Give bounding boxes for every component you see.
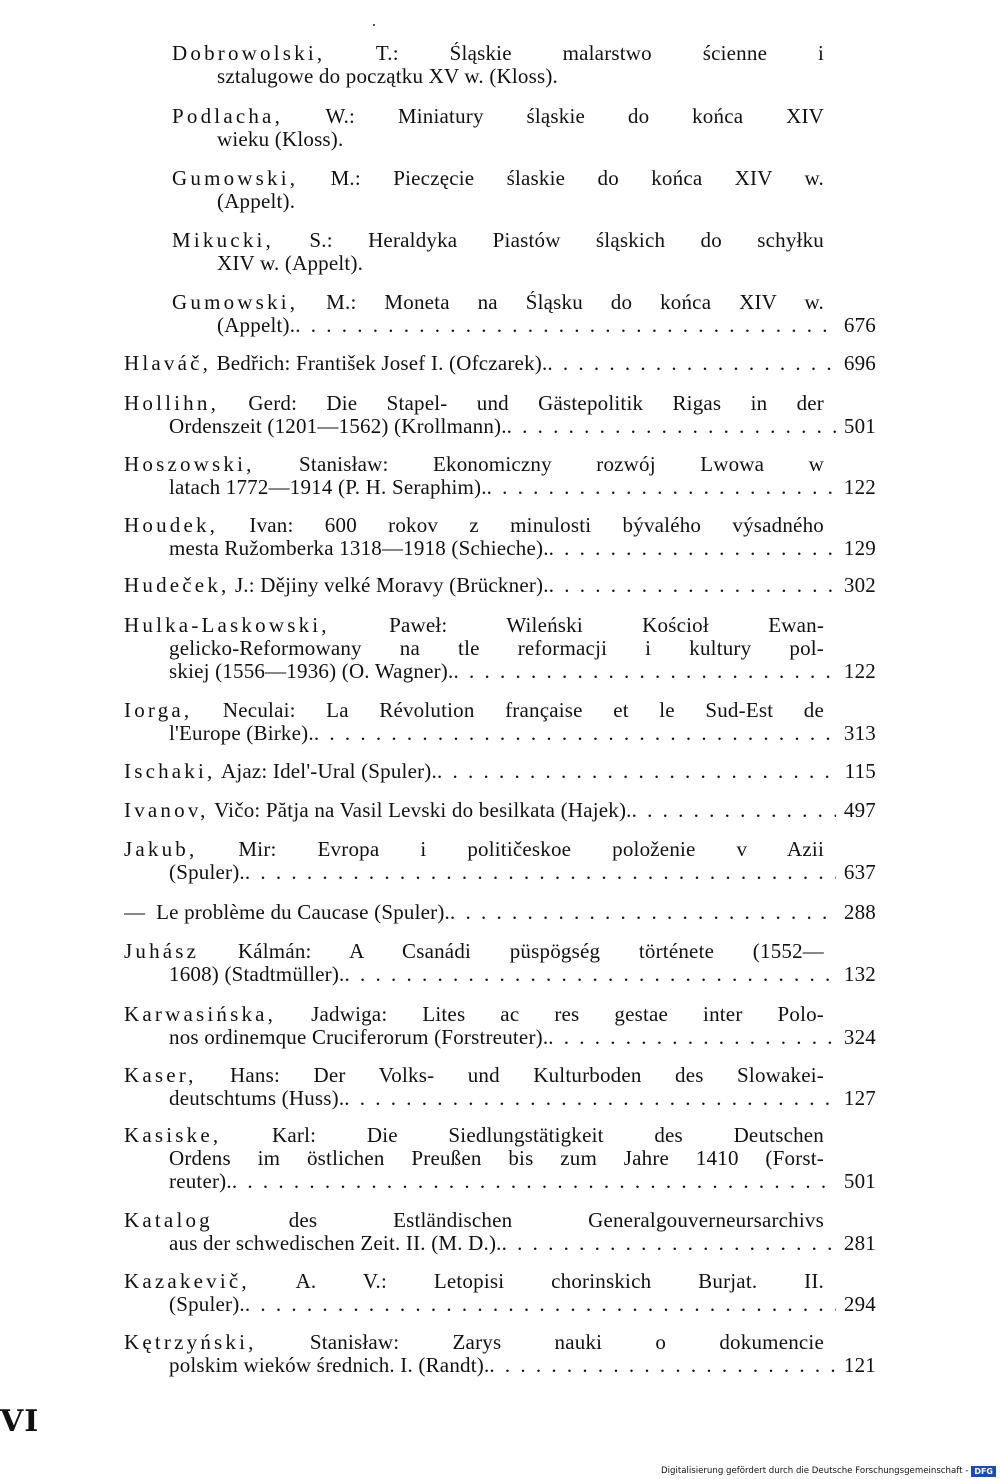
author-name: Hollihn, — [124, 392, 220, 415]
dot-leader — [502, 1232, 836, 1255]
dot-leader — [245, 1293, 836, 1316]
dot-leader — [245, 861, 836, 884]
entry-line — [124, 614, 824, 637]
dot-leader — [487, 476, 836, 499]
dot-leader — [314, 722, 836, 745]
entry-text: W.: Miniatury śląskie do końca XIV — [325, 105, 824, 128]
entry-text: Stanisław: Ekonomiczny rozwój Lwowa w — [299, 453, 824, 476]
page-ref: 294 — [843, 1293, 876, 1316]
entry-line — [124, 963, 876, 986]
entry-line — [124, 1270, 824, 1293]
page-ref: 129 — [843, 537, 876, 560]
page-ref: 696 — [843, 352, 876, 375]
page-numeral: VI — [0, 1404, 40, 1439]
entry-line — [124, 1293, 876, 1316]
index-entry — [124, 940, 876, 986]
entry-text: Karl: Die Siedlungstätigkeit des Deutschen — [272, 1124, 824, 1147]
entry-line — [172, 105, 824, 128]
dot-leader — [450, 901, 836, 924]
dot-leader — [507, 415, 836, 438]
author-name: Jakub, — [124, 838, 198, 861]
index-entry — [172, 105, 824, 151]
entry-line — [172, 229, 824, 252]
entry-text: aus der schwedischen Zeit. II. (M. D.). — [169, 1232, 502, 1255]
entry-line — [124, 660, 876, 683]
page-ref: 637 — [843, 861, 876, 884]
entry-line — [172, 252, 824, 275]
entry-line — [172, 42, 824, 65]
entry-line — [124, 537, 876, 560]
index-entry — [124, 838, 876, 884]
entry-line — [124, 1147, 824, 1170]
entry-text: sztalugowe do początku XV w. (Kloss). — [217, 65, 559, 88]
page-ref: 281 — [843, 1232, 876, 1255]
entry-text: wieku (Kloss). — [217, 128, 344, 151]
index-entry — [124, 352, 876, 375]
page-ref: 132 — [843, 963, 876, 986]
dot-leader — [549, 574, 836, 597]
entry-text: Jadwiga: Lites ac res gestae inter Polo- — [311, 1003, 824, 1026]
entry-line — [124, 699, 824, 722]
entry-line — [124, 1331, 824, 1354]
author-name: Gumowski, — [172, 291, 299, 314]
index-entry — [124, 760, 876, 783]
index-entry — [124, 453, 876, 499]
entry-line — [124, 1064, 824, 1087]
entry-text: Ordens im östlichen Preußen bis zum Jahre 1410 (Forst- — [169, 1147, 824, 1170]
author-name: Juhász — [124, 940, 200, 963]
entry-text: Gerd: Die Stapel- und Gästepolitik Rigas in der — [248, 392, 824, 415]
author-name: Podlacha, — [172, 105, 284, 128]
entry-text: A. V.: Letopisi chorinskich Burjat. II. — [295, 1270, 824, 1293]
entry-line — [124, 1354, 876, 1377]
dfg-logo: DFG — [971, 1466, 996, 1477]
author-name: Hudeček, — [124, 574, 230, 597]
page-ref: 501 — [843, 1170, 876, 1193]
index-entry — [124, 1209, 876, 1255]
author-name: Ischaki, — [124, 760, 216, 783]
dot-leader — [548, 1026, 836, 1049]
entry-text: polskim wieków średnich. I. (Randt). — [169, 1354, 490, 1377]
entry-line — [172, 167, 824, 190]
dot-leader — [344, 1087, 836, 1110]
index-entry — [124, 614, 876, 683]
entry-text: Paweł: Wileński Kościoł Ewan- — [389, 614, 824, 637]
entry-text: S.: Heraldyka Piastów śląskich do schyłku — [309, 229, 824, 252]
entry-text: (Spuler). — [169, 861, 245, 884]
entry-line — [124, 940, 824, 963]
dot-leader — [232, 1170, 836, 1193]
entry-text: reuter). — [169, 1170, 232, 1193]
entry-line — [124, 1124, 824, 1147]
author-name: Hoszowski, — [124, 453, 255, 476]
entry-text: skiej (1556—1936) (O. Wagner). — [169, 660, 454, 683]
entry-text: (Appelt). — [217, 314, 296, 337]
author-name: Karwasińska, — [124, 1003, 277, 1026]
entry-line — [124, 514, 824, 537]
author-name: Kasiske, — [124, 1124, 222, 1147]
entry-line — [124, 453, 824, 476]
entry-text: Mir: Evropa i političeskoe položenie v Azii — [238, 838, 824, 861]
dot-leader — [547, 352, 836, 375]
entry-line — [172, 65, 824, 88]
author-name: Hlaváč, — [124, 352, 212, 375]
entry-text: 1608) (Stadtmüller). — [169, 963, 345, 986]
entry-text: gelicko-Reformowany na tle reformacji i kultury pol- — [169, 637, 824, 660]
author-name: Kaser, — [124, 1064, 197, 1087]
author-name: Kazakevič, — [124, 1270, 250, 1293]
entry-line — [124, 352, 876, 375]
entry-line — [124, 1003, 824, 1026]
entry-text: M.: Moneta na Śląsku do końca XIV w. — [326, 291, 824, 314]
page-ref: 121 — [843, 1354, 876, 1377]
index-entry — [124, 514, 876, 560]
index-entry — [124, 1124, 876, 1193]
entry-text: deutschtums (Huss). — [169, 1087, 345, 1110]
index-entry — [124, 1003, 876, 1049]
entry-line — [124, 760, 876, 783]
entry-text: (Appelt). — [217, 190, 296, 213]
index-entry — [124, 1270, 876, 1316]
entry-text: M.: Pieczęcie ślaskie do końca XIV w. — [330, 167, 824, 190]
index-entry — [172, 42, 824, 88]
entry-line — [124, 1087, 876, 1110]
entry-text: Neculai: La Révolution française et le Sud-Est de — [222, 699, 824, 722]
entry-line — [124, 722, 876, 745]
entry-text: J.: Dějiny velké Moravy (Brückner). — [234, 574, 549, 597]
entry-line — [124, 637, 824, 660]
page-ref: 501 — [843, 415, 876, 438]
index-entry — [172, 229, 824, 275]
entry-text: Bedřich: František Josef I. (Ofczarek). — [216, 352, 548, 375]
index-entry — [124, 699, 876, 745]
entry-text: l'Europe (Birke). — [169, 722, 314, 745]
page-ref: 288 — [843, 901, 876, 924]
entry-text: Hans: Der Volks- und Kulturboden des Slowakei- — [230, 1064, 824, 1087]
index-entry — [124, 392, 876, 438]
entry-text: latach 1772—1914 (P. H. Seraphim). — [169, 476, 487, 499]
entry-text: Le problème du Caucase (Spuler). — [156, 901, 450, 924]
entry-line — [124, 861, 876, 884]
entry-text: Ajaz: Idel'-Ural (Spuler). — [220, 760, 437, 783]
entry-text: nos ordinemque Cruciferorum (Forstreuter). — [169, 1026, 549, 1049]
entry-line — [124, 1232, 876, 1255]
entry-line — [124, 1209, 824, 1232]
entry-text: Stanisław: Zarys nauki o dokumencie — [309, 1331, 824, 1354]
entry-line — [172, 314, 876, 337]
page-ref: 115 — [844, 760, 876, 783]
entry-line — [124, 574, 876, 597]
dot-leader — [344, 963, 836, 986]
author-name: Kętrzyński, — [124, 1331, 257, 1354]
entry-text: Kálmán: A Csanádi püspögség története (1552— — [237, 940, 824, 963]
index-entry — [124, 1331, 876, 1377]
page-ref: 122 — [843, 660, 876, 683]
ditto-dash: — — [124, 901, 146, 924]
entry-line — [124, 476, 876, 499]
page-ref: 122 — [843, 476, 876, 499]
entry-line — [124, 415, 876, 438]
dot-leader — [632, 799, 836, 822]
author-name: Mikucki, — [172, 229, 275, 252]
index-entry — [172, 167, 824, 213]
entry-line — [172, 190, 824, 213]
dot-leader — [489, 1354, 836, 1377]
scan-speck — [373, 24, 375, 26]
author-name: Hulka-Laskowski, — [124, 614, 330, 637]
author-name: Dobrowolski, — [172, 42, 326, 65]
entry-text: Vičo: Pătja na Vasil Levski do besilkata (Hajek). — [214, 799, 632, 822]
entry-text: Ordenszeit (1201—1562) (Krollmann). — [169, 415, 507, 438]
dot-leader — [453, 660, 836, 683]
entry-line — [124, 838, 824, 861]
entry-text: T.: Śląskie malarstwo ścienne i — [375, 42, 824, 65]
page-ref: 676 — [843, 314, 876, 337]
index-entry — [124, 799, 876, 822]
author-name: Katalog — [124, 1209, 213, 1232]
entry-line — [124, 392, 824, 415]
page-ref: 302 — [843, 574, 876, 597]
entry-line — [172, 128, 824, 151]
entry-text: (Spuler). — [169, 1293, 245, 1316]
entry-line — [124, 1170, 876, 1193]
page-ref: 313 — [843, 722, 876, 745]
entry-line — [124, 1026, 876, 1049]
entry-text: des Estländischen Generalgouverneursarchivs — [288, 1209, 824, 1232]
entry-line — [124, 799, 876, 822]
digitization-footer — [612, 1464, 996, 1478]
index-entry — [124, 901, 876, 924]
page-ref: 127 — [843, 1087, 876, 1110]
footer-text: Digitalisierung gefördert durch die Deutsche Forschungsgemeinschaft - — [660, 1466, 969, 1476]
index-entry — [172, 291, 876, 337]
entry-line — [124, 901, 876, 924]
entry-text: XIV w. (Appelt). — [217, 252, 364, 275]
author-name: Houdek, — [124, 514, 219, 537]
dot-leader — [549, 537, 836, 560]
index-entry — [124, 574, 876, 597]
author-name: Ivanov, — [124, 799, 209, 822]
page-ref: 324 — [843, 1026, 876, 1049]
dot-leader — [295, 314, 836, 337]
dot-leader — [437, 760, 836, 783]
page-ref: 497 — [843, 799, 876, 822]
index-entry — [124, 1064, 876, 1110]
entry-text: mesta Ružomberka 1318—1918 (Schieche). — [169, 537, 549, 560]
entry-text: Ivan: 600 rokov z minulosti bývalého výsadného — [249, 514, 824, 537]
entry-line — [172, 291, 824, 314]
author-name: Iorga, — [124, 699, 193, 722]
author-name: Gumowski, — [172, 167, 299, 190]
